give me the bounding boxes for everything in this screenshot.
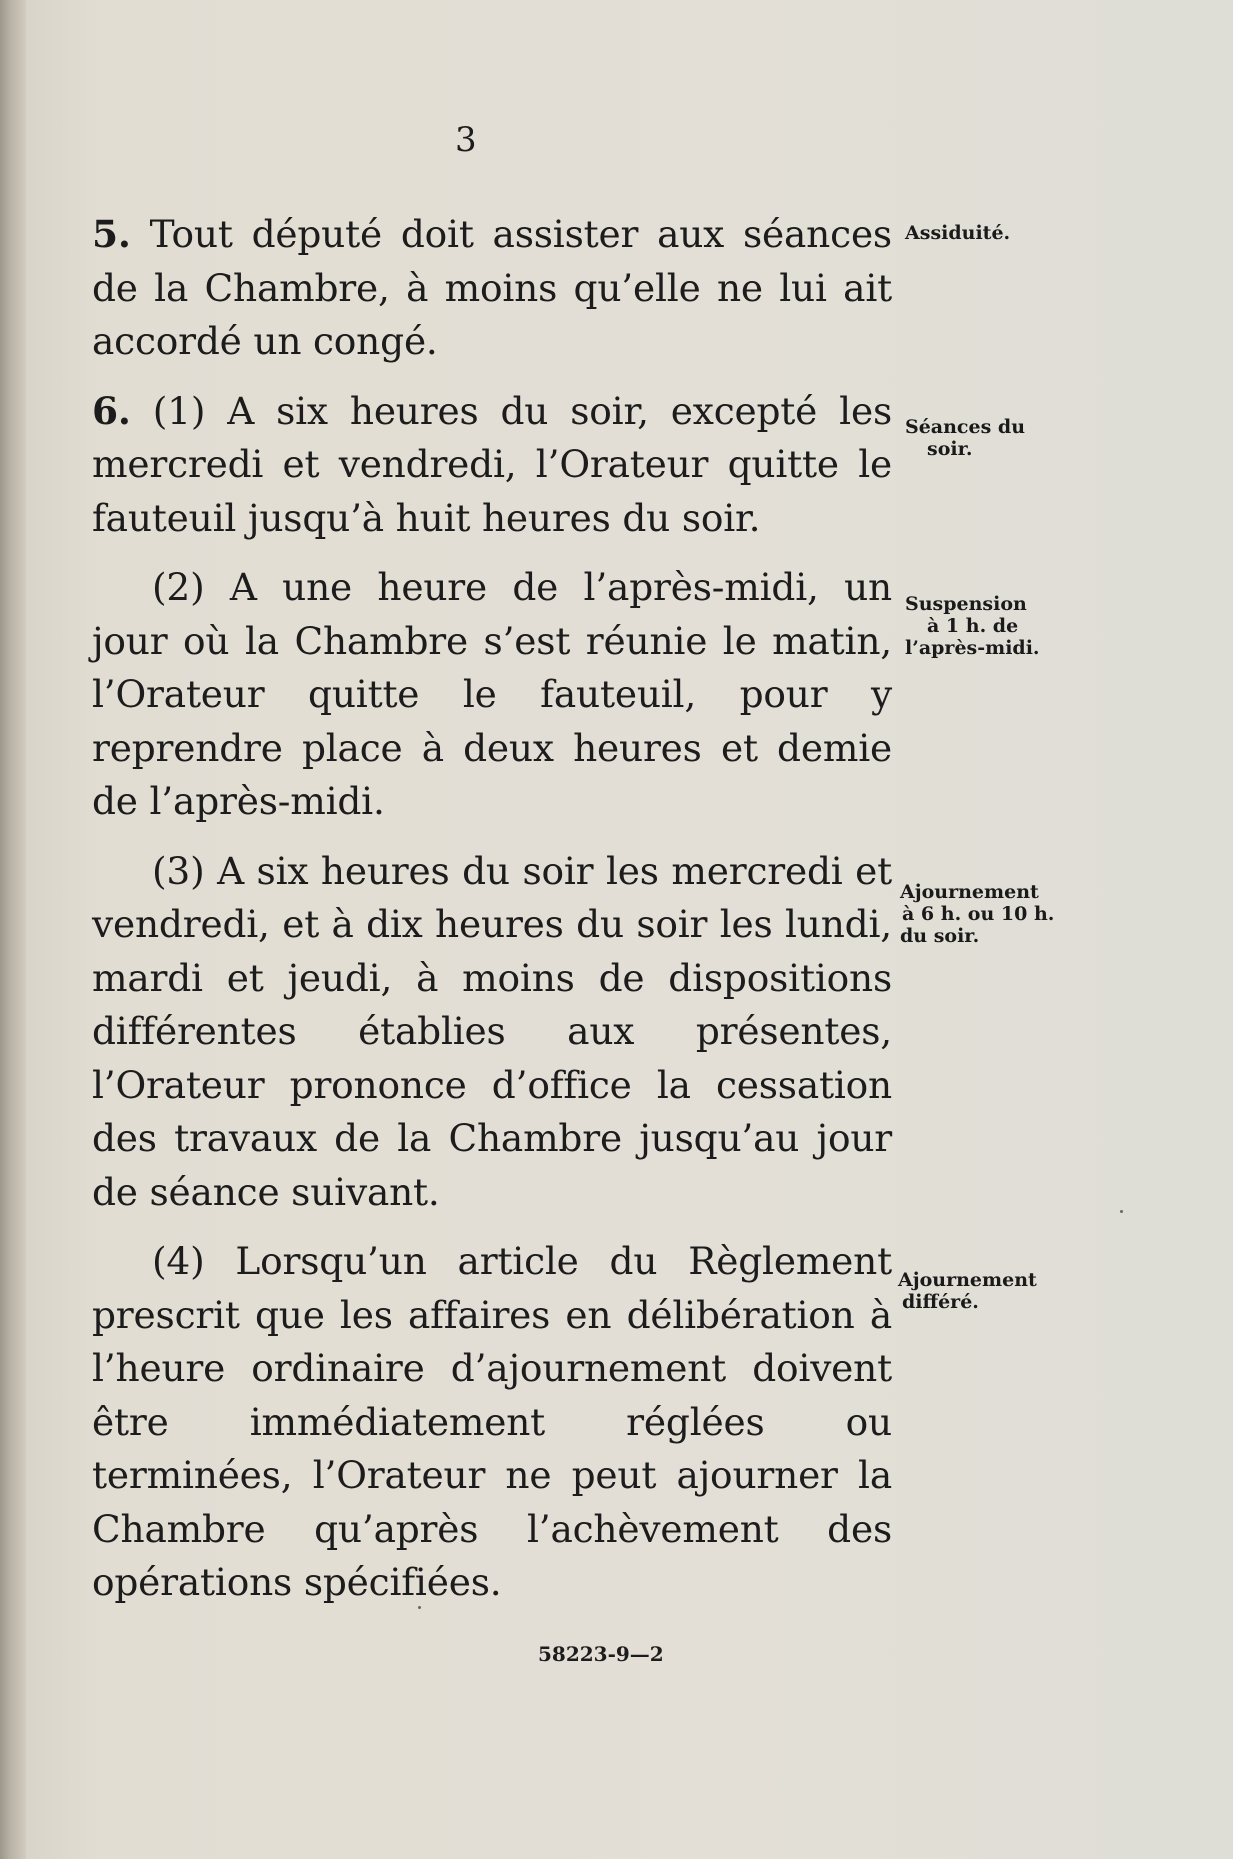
article-6-2: (2) A une heure de l’après-midi, un jour où la Chambre s’est réunie le matin, l’Orateur quitte le fauteuil, pour y reprendre place à deux heures et demie de l’après-midi. — [92, 565, 892, 823]
article-6-4: (4) Lorsqu’un article du Règlement prescrit que les affaires en délibération à l’heure ordinaire d’ajournement doivent être immédiatement réglées ou terminées, l’Orateur ne peut ajourner la Chambre qu’après l’achèvement des opérations spécifiées. — [92, 1239, 892, 1604]
margin-note-assiduite: Assiduité. — [905, 222, 1011, 244]
paragraph-text: Tout député doit assister aux séances de la Chambre, à moins qu’elle ne lui ait accordé un congé. — [92, 212, 892, 363]
paper-speck — [418, 1606, 421, 1609]
article-6-3: (3) A six heures du soir les mercredi et vendredi, et à dix heures du soir les lundi, mardi et jeudi, à moins de dispositions différentes établies aux présentes, l’Orateur prononce d’office la cessation des travaux de la Chambre jusqu’au jour de séance suivant. — [92, 848, 892, 1214]
margin-note-ajournement-differe: Ajournement différé. — [898, 1269, 1037, 1313]
body-text — [92, 208, 892, 1610]
binding-edge — [0, 0, 26, 1859]
article-number: 6. — [92, 388, 131, 433]
margin-note-suspension: Suspension à 1 h. de l’après-midi. — [905, 593, 1040, 659]
paper-speck — [1120, 1210, 1123, 1213]
article-5 — [92, 208, 892, 369]
paragraph-text: (1) A six heures du soir, excepté les mercredi et vendredi, l’Orateur quitte le fauteuil jusqu’à huit heures du soir. — [92, 388, 892, 540]
page-number: 3 — [455, 120, 477, 160]
margin-note-seances-du-soir: Séances du soir. — [905, 416, 1026, 460]
article-6-1 — [92, 385, 892, 546]
footer-code: 58223-9—2 — [538, 1642, 664, 1666]
margin-note-ajournement: Ajournement à 6 h. ou 10 h. du soir. — [900, 881, 1055, 947]
article-number: 5. — [92, 212, 131, 256]
